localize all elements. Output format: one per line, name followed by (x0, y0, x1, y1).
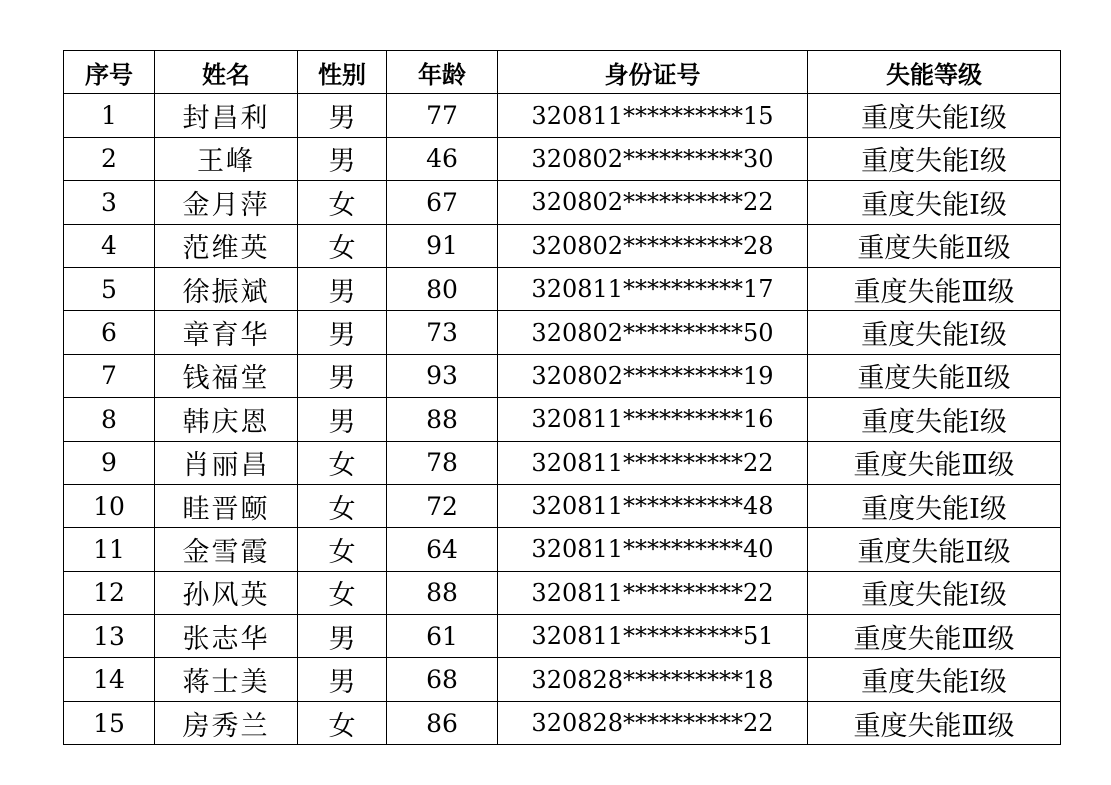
cell-name: 钱福堂 (155, 354, 298, 397)
table-row (64, 267, 1061, 310)
table-row (64, 701, 1061, 744)
cell-sex: 男 (298, 137, 387, 180)
cell-no: 8 (64, 398, 155, 441)
cell-disability-level: 重度失能Ⅲ级 (808, 701, 1061, 744)
cell-age: 64 (387, 528, 498, 571)
cell-name: 肖丽昌 (155, 441, 298, 484)
cell-disability-level: 重度失能Ⅰ级 (808, 658, 1061, 701)
cell-disability-level: 重度失能Ⅰ级 (808, 398, 1061, 441)
cell-name: 章育华 (155, 311, 298, 354)
cell-name: 房秀兰 (155, 701, 298, 744)
cell-name: 孙风英 (155, 571, 298, 614)
cell-disability-level: 重度失能Ⅰ级 (808, 181, 1061, 224)
cell-disability-level: 重度失能Ⅰ级 (808, 94, 1061, 137)
cell-name: 金雪霞 (155, 528, 298, 571)
cell-no: 3 (64, 181, 155, 224)
cell-age: 61 (387, 615, 498, 658)
cell-age: 72 (387, 484, 498, 527)
table-row (64, 615, 1061, 658)
cell-age: 73 (387, 311, 498, 354)
cell-no: 14 (64, 658, 155, 701)
cell-age: 88 (387, 571, 498, 614)
cell-id-number: 320828**********18 (498, 658, 808, 701)
cell-id-number: 320802**********50 (498, 311, 808, 354)
cell-no: 15 (64, 701, 155, 744)
header-age: 年龄 (387, 51, 498, 94)
table-row (64, 354, 1061, 397)
cell-id-number: 320811**********16 (498, 398, 808, 441)
cell-sex: 女 (298, 528, 387, 571)
cell-disability-level: 重度失能Ⅲ级 (808, 267, 1061, 310)
header-row (64, 51, 1061, 94)
cell-name: 封昌利 (155, 94, 298, 137)
cell-name: 眭晋颐 (155, 484, 298, 527)
header-name: 姓名 (155, 51, 298, 94)
table-row (64, 571, 1061, 614)
cell-age: 78 (387, 441, 498, 484)
cell-sex: 男 (298, 398, 387, 441)
cell-id-number: 320802**********19 (498, 354, 808, 397)
cell-age: 88 (387, 398, 498, 441)
cell-name: 张志华 (155, 615, 298, 658)
cell-sex: 女 (298, 224, 387, 267)
cell-no: 4 (64, 224, 155, 267)
cell-sex: 男 (298, 658, 387, 701)
cell-id-number: 320811**********17 (498, 267, 808, 310)
cell-name: 韩庆恩 (155, 398, 298, 441)
cell-age: 86 (387, 701, 498, 744)
cell-no: 1 (64, 94, 155, 137)
header-disability-level: 失能等级 (808, 51, 1061, 94)
table-row (64, 224, 1061, 267)
cell-name: 徐振斌 (155, 267, 298, 310)
cell-no: 6 (64, 311, 155, 354)
cell-id-number: 320811**********51 (498, 615, 808, 658)
cell-age: 68 (387, 658, 498, 701)
table-row (64, 528, 1061, 571)
cell-disability-level: 重度失能Ⅱ级 (808, 528, 1061, 571)
cell-name: 金月萍 (155, 181, 298, 224)
cell-id-number: 320802**********30 (498, 137, 808, 180)
table-row (64, 181, 1061, 224)
cell-name: 王峰 (155, 137, 298, 180)
cell-no: 12 (64, 571, 155, 614)
table-row (64, 311, 1061, 354)
table-body (64, 94, 1061, 745)
table-row (64, 441, 1061, 484)
cell-sex: 女 (298, 181, 387, 224)
table-row (64, 398, 1061, 441)
cell-id-number: 320811**********22 (498, 571, 808, 614)
cell-no: 9 (64, 441, 155, 484)
cell-id-number: 320811**********48 (498, 484, 808, 527)
cell-name: 蒋士美 (155, 658, 298, 701)
cell-sex: 女 (298, 441, 387, 484)
cell-sex: 男 (298, 311, 387, 354)
cell-sex: 女 (298, 484, 387, 527)
cell-id-number: 320811**********22 (498, 441, 808, 484)
cell-no: 7 (64, 354, 155, 397)
cell-disability-level: 重度失能Ⅲ级 (808, 615, 1061, 658)
cell-age: 80 (387, 267, 498, 310)
cell-age: 93 (387, 354, 498, 397)
cell-no: 11 (64, 528, 155, 571)
cell-sex: 男 (298, 267, 387, 310)
cell-id-number: 320802**********28 (498, 224, 808, 267)
table-row (64, 94, 1061, 137)
cell-age: 67 (387, 181, 498, 224)
cell-sex: 男 (298, 615, 387, 658)
cell-disability-level: 重度失能Ⅰ级 (808, 484, 1061, 527)
cell-id-number: 320811**********15 (498, 94, 808, 137)
cell-age: 46 (387, 137, 498, 180)
cell-no: 2 (64, 137, 155, 180)
header-no: 序号 (64, 51, 155, 94)
header-id-number: 身份证号 (498, 51, 808, 94)
cell-id-number: 320828**********22 (498, 701, 808, 744)
cell-age: 91 (387, 224, 498, 267)
cell-no: 5 (64, 267, 155, 310)
cell-sex: 女 (298, 701, 387, 744)
disability-table (63, 50, 1061, 745)
cell-no: 13 (64, 615, 155, 658)
cell-id-number: 320802**********22 (498, 181, 808, 224)
cell-sex: 男 (298, 354, 387, 397)
cell-disability-level: 重度失能Ⅲ级 (808, 441, 1061, 484)
table-row (64, 137, 1061, 180)
cell-no: 10 (64, 484, 155, 527)
cell-disability-level: 重度失能Ⅰ级 (808, 571, 1061, 614)
cell-disability-level: 重度失能Ⅱ级 (808, 224, 1061, 267)
cell-disability-level: 重度失能Ⅱ级 (808, 354, 1061, 397)
header-sex: 性别 (298, 51, 387, 94)
cell-id-number: 320811**********40 (498, 528, 808, 571)
cell-name: 范维英 (155, 224, 298, 267)
cell-sex: 男 (298, 94, 387, 137)
cell-age: 77 (387, 94, 498, 137)
table-row (64, 484, 1061, 527)
cell-sex: 女 (298, 571, 387, 614)
table-row (64, 658, 1061, 701)
cell-disability-level: 重度失能Ⅰ级 (808, 137, 1061, 180)
cell-disability-level: 重度失能Ⅰ级 (808, 311, 1061, 354)
